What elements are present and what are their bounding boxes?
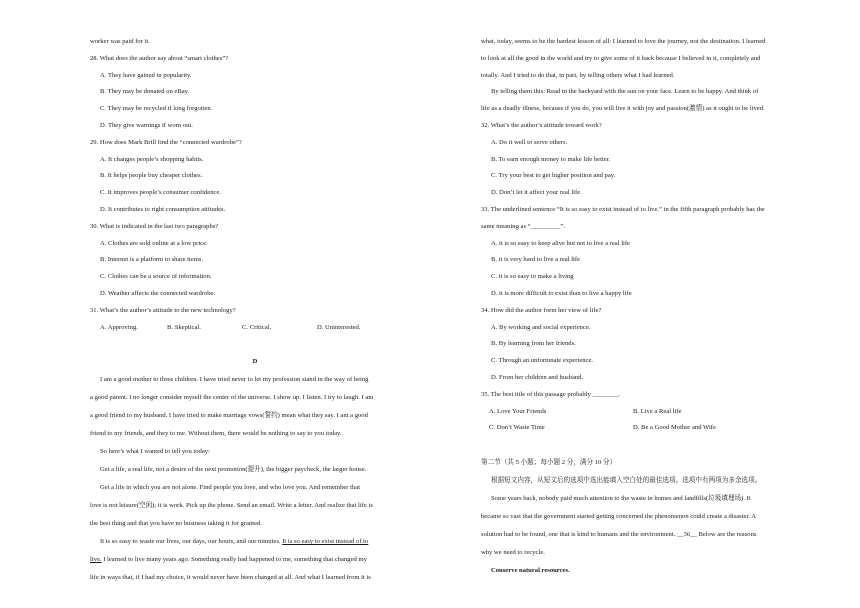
- question-28-stem: 28. What does the author say about “smart clothes”?: [90, 54, 229, 62]
- option-35-a[interactable]: A. Love Your Friends: [489, 407, 547, 415]
- question-31-options: [90, 320, 420, 337]
- underlined-sentence-end: live.: [90, 556, 102, 564]
- option-29-a[interactable]: A. It changes people’s shopping habits.: [100, 155, 204, 163]
- option-28-d[interactable]: D. They give warnings if worn out.: [100, 121, 193, 129]
- option-34-a[interactable]: A. By working and social experience.: [491, 323, 591, 331]
- passage-d-line: I am a good mother to three children. I have tried never to let my profession stand in the way of being: [100, 376, 369, 384]
- underlined-sentence: It is so easy to exist instead of to: [282, 538, 369, 546]
- passage-2-line: Some years back, nobody paid much attention to the waste in homes and landfills(垃圾填埋场). It: [491, 495, 751, 503]
- question-35-options-row: [481, 404, 809, 421]
- passage-d-line: [90, 533, 420, 551]
- passage-line: worker was paid for it.: [90, 38, 150, 45]
- option-35-b[interactable]: B. Live a Real life: [633, 407, 682, 415]
- question-32-stem: 32. What’s the author’s attitude toward work?: [481, 121, 602, 129]
- option-34-c[interactable]: C. Through an unfortunate experience.: [491, 357, 594, 365]
- passage-d-line: life as a deadly illness, because if you do, you will live it with joy and passion(激情) as it ought to be lived.: [481, 105, 765, 113]
- passage-text: I learned to live many years ago. Something really bad happened to me, something that changed my: [101, 556, 367, 564]
- question-30-stem: 30. What is indicated in the last two paragraphs?: [90, 222, 219, 230]
- option-30-b[interactable]: B. Internet is a platform to share items.: [100, 256, 204, 264]
- question-29-stem: 29. How does Mark Brill find the “connected wardrobe”?: [90, 138, 242, 146]
- passage-d-line: By telling them this: Read in the backyard with the sun on your face. Learn to be happy. And think of: [491, 88, 759, 96]
- option-30-a[interactable]: A. Clothes are sold online at a low price.: [100, 239, 208, 247]
- option-28-a[interactable]: A. They have gained in popularity.: [100, 71, 192, 79]
- passage-d-line: a good parent. I no longer consider myself the center of the universe. I show up. I listen. I try to laugh. I am: [90, 394, 374, 402]
- option-32-b[interactable]: B. To earn enough money to make life better.: [491, 155, 611, 163]
- option-31-b[interactable]: B. Skeptical.: [167, 323, 201, 331]
- passage-text: Below are the reasons: [698, 531, 757, 539]
- passage-text: solution had to be found, one that is kind to humans and the environment.: [481, 531, 677, 539]
- question-35-stem: 35. The best title of this passage probably ________.: [481, 390, 621, 398]
- passage-2-line: [481, 526, 809, 544]
- option-35-c[interactable]: C. Don’t Waste Time: [489, 424, 545, 432]
- section-heading-d: D: [252, 358, 258, 366]
- question-31-stem: 31. What’s the author’s attitude to the new technology?: [90, 306, 236, 314]
- passage-d-line: a good friend to my husband. I have tried to make marriage vows(誓约) mean what they say. I am a good: [90, 412, 368, 420]
- passage-d-line: Get a life, a real life, not a desire of the next promotion(提升), the bigger paycheck, the larger house.: [100, 466, 367, 474]
- question-34-stem: 34. How did the author form her view of life?: [481, 306, 602, 314]
- passage-d-line: love is not leisure(空闲); it is work. Pick up the phone. Send an email. Write a letter. And realize that life is: [90, 502, 373, 510]
- passage-d-line: what, today, seems to be the hardest lesson of all: I learned to love the journey, not the destination. I learned: [481, 38, 766, 45]
- question-33-stem: 33. The underlined sentence “It is so easy to exist instead of to live.” in the fifth paragraph probably has the: [481, 205, 765, 213]
- option-34-b[interactable]: B. By learning from her friends.: [491, 340, 576, 348]
- spacer: [90, 336, 420, 353]
- passage-d-line: to look at all the good in the world and try to give some of it back because I believed in it, completely and: [481, 54, 761, 62]
- passage-2-line: became so vast that the government started getting concerned the phenomenon could create a disaster. A: [481, 513, 757, 521]
- passage-2-line: why we need to recycle.: [481, 549, 545, 557]
- section-2-heading: 第二节（共 5 小题；每小题 2 分，满分 10 分）: [481, 459, 617, 467]
- option-28-c[interactable]: C. They may be recycled if long forgotten.: [100, 105, 213, 113]
- section-2-instructions: 根据短文内容，从短文后的选项中选出能填入空白处的最佳选项。选项中有两项为多余选项。: [491, 477, 762, 485]
- option-33-a[interactable]: A. it is so easy to keep alive but not to live a real life: [491, 239, 630, 247]
- option-28-b[interactable]: B. They may be donated on eBay.: [100, 88, 190, 96]
- option-32-a[interactable]: A. Do it well to serve others.: [491, 138, 568, 146]
- passage-d-line: friend to my friends, and they to me. Without them, there would be nothing to say to you today.: [90, 430, 342, 438]
- blank-36[interactable]: __36__: [676, 531, 697, 539]
- subheading: Conserve natural resources.: [491, 567, 570, 575]
- option-31-c[interactable]: C. Critical.: [242, 323, 272, 331]
- spacer: [481, 437, 809, 454]
- option-35-d[interactable]: D. Be a Good Mother and Wife: [633, 424, 716, 432]
- option-33-d[interactable]: D. it is more difficult to exist than to live a happy life: [491, 289, 632, 297]
- option-29-d[interactable]: D. It contributes to right consumption attitudes.: [100, 205, 226, 213]
- passage-d-line: totally. And I tried to do that, in part, by telling others what I had learned.: [481, 71, 675, 79]
- passage-d-line: [90, 551, 420, 569]
- passage-d-line: So here’s what I wanted to tell you today:: [100, 448, 210, 456]
- passage-text: It is so easy to waste our lives, our days, our hours, and our minutes.: [100, 538, 283, 546]
- option-30-d[interactable]: D. Weather affects the connected wardrobe.: [100, 289, 216, 297]
- passage-d-line: life in ways that, if I had my choice, it would never have been changed at all. And what I learned from it is: [90, 574, 371, 582]
- option-32-c[interactable]: C. Try your best to get higher position and pay.: [491, 172, 616, 180]
- option-31-a[interactable]: A. Approving.: [100, 323, 138, 331]
- option-30-c[interactable]: C. Clothes can be a source of information.: [100, 273, 212, 281]
- option-31-d[interactable]: D. Uninterested.: [317, 323, 361, 331]
- option-29-c[interactable]: C. It improves people’s consumer confidence.: [100, 189, 222, 197]
- option-32-d[interactable]: D. Don’t let it affect your real life.: [491, 189, 582, 197]
- option-29-b[interactable]: B. It helps people buy cheaper clothes.: [100, 172, 203, 180]
- option-33-b[interactable]: B. it is very hard to live a real life: [491, 256, 580, 264]
- question-35-options-row: [481, 420, 809, 437]
- option-34-d[interactable]: D. From her children and husband.: [491, 373, 584, 381]
- option-33-c[interactable]: C. it is so easy to make a living: [491, 273, 574, 281]
- passage-d-line: the best thing and that you have no business taking it for granted.: [90, 520, 262, 528]
- passage-d-line: Get a life in which you are not alone. Find people you love, and who love you. And remember that: [100, 484, 361, 492]
- question-33-stem-cont: same meaning as “_________”.: [481, 222, 565, 230]
- right-column: [481, 34, 809, 580]
- left-column: [90, 34, 420, 587]
